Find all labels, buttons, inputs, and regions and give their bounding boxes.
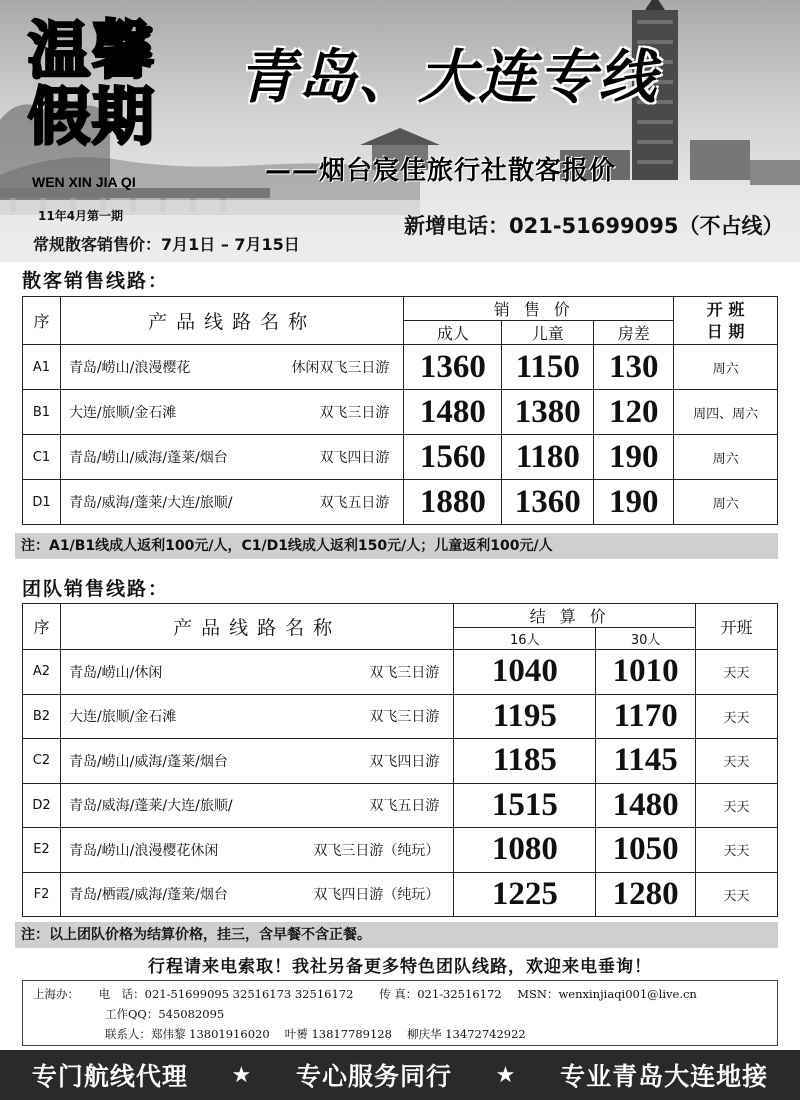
col-room-diff: 房差 [594, 321, 674, 345]
price-30-people: 1010 [596, 650, 696, 695]
route-code: A1 [23, 345, 61, 390]
route-code: A2 [23, 650, 61, 695]
adult-price: 1560 [404, 435, 502, 480]
route-name-cell [60, 739, 453, 784]
route-name: 大连/旅顺/金石滩 [68, 709, 177, 726]
route-duration: 双飞四日游（纯玩） [313, 887, 440, 904]
main-title: 青岛、大连专线 [238, 43, 659, 111]
route-duration: 双飞三日游 [369, 709, 440, 726]
route-code: E2 [23, 828, 61, 873]
group-section-title: 团队销售线路： [22, 578, 170, 600]
route-name-cell [60, 872, 453, 917]
table-row [23, 345, 778, 390]
child-price: 1360 [502, 480, 594, 525]
col-route-name: 产品线路名称 [60, 297, 404, 345]
route-name-cell [60, 480, 404, 525]
slogan: 行程请来电索取！我社另备更多特色团队线路，欢迎来电垂询！ [148, 957, 652, 977]
col-settle-price: 结算价 [454, 604, 696, 628]
route-duration: 双飞五日游 [319, 495, 390, 511]
route-name: 青岛/威海/蓬莱/大连/旅顺/ [68, 495, 233, 511]
qq-number: 工作QQ：545082095 [105, 1007, 225, 1021]
footer-banner [0, 1050, 800, 1100]
star-icon: ★ [495, 1062, 517, 1088]
price-30-people: 1280 [596, 872, 696, 917]
route-duration: 双飞三日游 [319, 405, 390, 421]
room-diff-price: 190 [594, 435, 674, 480]
route-name: 青岛/威海/蓬莱/大连/旅顺/ [68, 798, 233, 815]
route-name: 青岛/崂山/威海/蓬莱/烟台 [68, 450, 228, 466]
col-schedule: 开班 [696, 604, 778, 650]
schedule-days: 天天 [696, 739, 778, 784]
col-seq: 序 [23, 604, 61, 650]
route-name-cell [60, 650, 453, 695]
price-16-people: 1515 [454, 783, 596, 828]
retail-price-table [22, 296, 778, 525]
phone-numbers: 电 话：021-51699095 32516173 32516172 [98, 987, 354, 1001]
header-banner [0, 0, 800, 262]
route-name: 青岛/崂山/威海/蓬莱/烟台 [68, 753, 228, 770]
route-code: B2 [23, 694, 61, 739]
route-name-cell [60, 828, 453, 873]
child-price: 1180 [502, 435, 594, 480]
contact-row-1 [33, 984, 777, 1004]
route-code: D2 [23, 783, 61, 828]
price-16-people: 1080 [454, 828, 596, 873]
route-code: D1 [23, 480, 61, 525]
price-16-people: 1185 [454, 739, 596, 784]
footer-item-3: 专业青岛大连地接 [560, 1062, 769, 1091]
table-row [23, 872, 778, 917]
route-duration: 双飞四日游 [369, 753, 440, 770]
col-16-people: 16人 [454, 628, 596, 650]
office-label: 上海办： [33, 987, 79, 1001]
schedule-days: 周六 [674, 345, 778, 390]
route-duration: 双飞三日游（纯玩） [313, 842, 440, 859]
schedule-days: 天天 [696, 694, 778, 739]
fax-number: 传 真：021-32516172 [379, 987, 502, 1001]
msn-address: MSN：wenxinjiaqi001@live.cn [517, 987, 697, 1001]
col-route-name: 产品线路名称 [60, 604, 453, 650]
hotline-phone: 新增电话：021-51699095（不占线） [404, 214, 784, 238]
table-row [23, 435, 778, 480]
group-note: 注：以上团队价格为结算价格，挂三，含早餐不含正餐。 [15, 922, 778, 948]
price-30-people: 1480 [596, 783, 696, 828]
route-duration: 双飞五日游 [369, 798, 440, 815]
route-name-cell [60, 390, 404, 435]
child-price: 1150 [502, 345, 594, 390]
retail-header-row [23, 297, 778, 321]
route-code: F2 [23, 872, 61, 917]
contact-people: 联系人：郑伟黎 13801916020 叶赟 13817789128 柳庆华 13472742922 [105, 1027, 526, 1041]
col-seq: 序 [23, 297, 61, 345]
brand-logo-cn [28, 14, 203, 153]
col-schedule-line1: 开 班 [706, 299, 745, 319]
footer-item-2: 专心服务同行 [295, 1062, 452, 1091]
group-price-table [22, 603, 778, 917]
room-diff-price: 190 [594, 480, 674, 525]
route-duration: 双飞四日游 [319, 450, 390, 466]
price-16-people: 1040 [454, 650, 596, 695]
schedule-days: 天天 [696, 872, 778, 917]
schedule-days: 周四、周六 [674, 390, 778, 435]
adult-price: 1360 [404, 345, 502, 390]
table-row [23, 650, 778, 695]
price-30-people: 1145 [596, 739, 696, 784]
schedule-days: 周六 [674, 435, 778, 480]
route-name-cell [60, 783, 453, 828]
route-code: C1 [23, 435, 61, 480]
room-diff-price: 120 [594, 390, 674, 435]
route-code: B1 [23, 390, 61, 435]
col-schedule [674, 297, 778, 345]
col-sale-price: 销售价 [404, 297, 674, 321]
table-row [23, 828, 778, 873]
table-row [23, 783, 778, 828]
adult-price: 1880 [404, 480, 502, 525]
sub-title: ——烟台宸佳旅行社散客报价 [265, 156, 617, 186]
brand-logo-line2: 假期 [28, 80, 157, 153]
col-30-people: 30人 [596, 628, 696, 650]
table-row [23, 480, 778, 525]
schedule-days: 天天 [696, 650, 778, 695]
route-name-cell [60, 694, 453, 739]
route-duration: 双飞三日游 [369, 664, 440, 681]
schedule-days: 周六 [674, 480, 778, 525]
issue-label: 11年4月第一期 [38, 209, 124, 223]
table-row [23, 390, 778, 435]
group-header-row [23, 604, 778, 628]
sales-period: 常规散客销售价：7月1日 – 7月15日 [33, 235, 300, 254]
price-16-people: 1195 [454, 694, 596, 739]
adult-price: 1480 [404, 390, 502, 435]
retail-note: 注：A1/B1线成人返利100元/人，C1/D1线成人返利150元/人；儿童返利100元/人 [15, 533, 778, 559]
price-30-people: 1170 [596, 694, 696, 739]
room-diff-price: 130 [594, 345, 674, 390]
price-30-people: 1050 [596, 828, 696, 873]
schedule-days: 天天 [696, 783, 778, 828]
table-row [23, 694, 778, 739]
route-name: 青岛/崂山/休闲 [68, 664, 163, 681]
table-row [23, 739, 778, 784]
route-name-cell [60, 345, 404, 390]
col-schedule-line2: 日 期 [706, 321, 745, 341]
route-name: 青岛/栖霞/威海/蓬莱/烟台 [68, 887, 228, 904]
schedule-days: 天天 [696, 828, 778, 873]
retail-section-title: 散客销售线路： [22, 270, 170, 292]
route-duration: 休闲双飞三日游 [291, 360, 390, 376]
col-adult: 成人 [404, 321, 502, 345]
route-code: C2 [23, 739, 61, 784]
price-16-people: 1225 [454, 872, 596, 917]
route-name-cell [60, 435, 404, 480]
route-name: 青岛/崂山/浪漫樱花 [68, 360, 191, 376]
route-name: 青岛/崂山/浪漫樱花休闲 [68, 842, 219, 859]
footer-item-1: 专门航线代理 [31, 1062, 188, 1091]
brand-logo-en: WEN XIN JIA QI [32, 174, 136, 190]
star-icon: ★ [231, 1062, 253, 1088]
contact-box [22, 980, 778, 1046]
col-child: 儿童 [502, 321, 594, 345]
child-price: 1380 [502, 390, 594, 435]
route-name: 大连/旅顺/金石滩 [68, 405, 177, 421]
brand-logo-line1: 温馨 [28, 14, 157, 87]
